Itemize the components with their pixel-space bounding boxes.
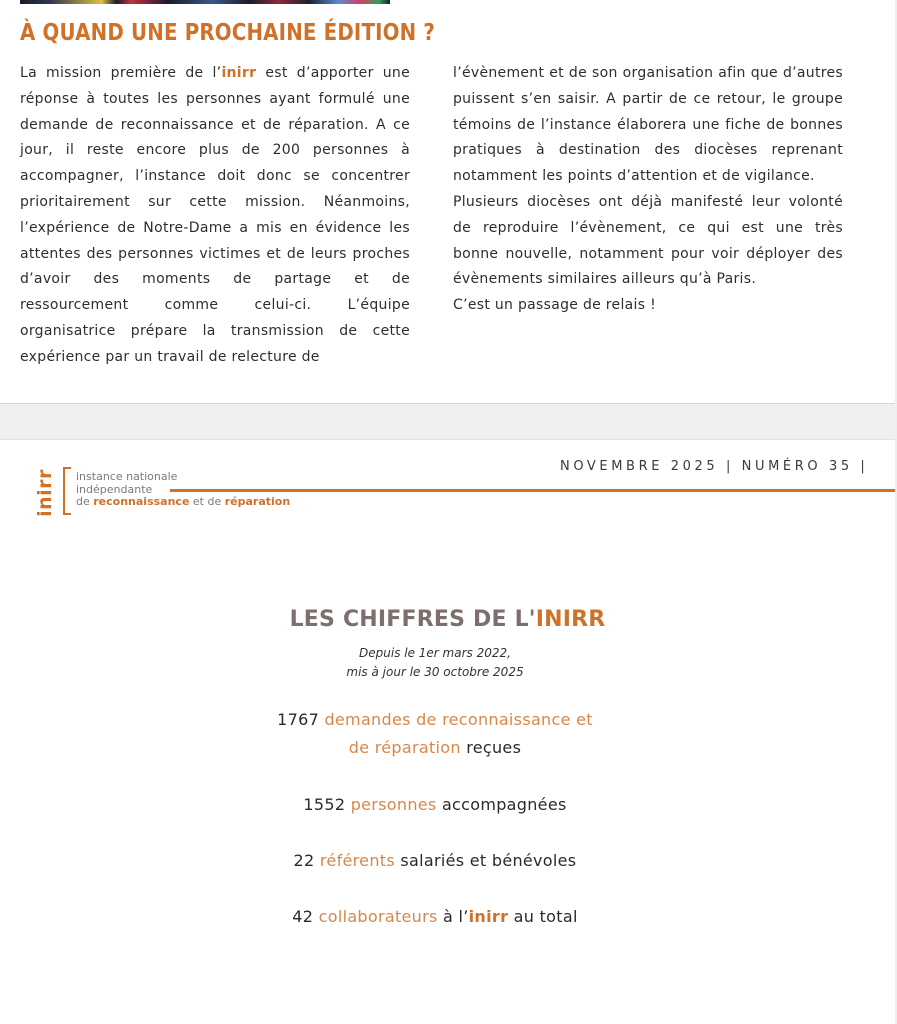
article-paragraph: C’est un passage de relais ! [453, 297, 656, 314]
text-segment: reconnaissance [93, 495, 190, 508]
stat-highlight: personnes [350, 795, 437, 814]
stat-number: 1767 [277, 710, 320, 729]
logo-line: indépendante [76, 482, 153, 496]
stat-highlight: collaborateurs [318, 907, 438, 926]
logo-word-text: inirr [34, 469, 56, 517]
stat-suffix: salariés et bénévoles [400, 851, 577, 870]
stat-item-demandes [0, 706, 870, 762]
brand-name: inirr [468, 907, 509, 926]
issue-info: NOVEMBRE 2025 | NUMÉRO 35 | [560, 459, 869, 474]
article-paragraph: l’évènement et de son organisation afin que d’autres puissent s’en saisir. A partir de ce retour, le groupe témoins de l’instance élaborera une fiche de bonnes pratiques à destination des diocèses reprenant notamment les points d’attention et de vigilance. [453, 65, 843, 185]
article-right-column [453, 61, 843, 319]
article-paragraph [20, 61, 410, 371]
photo-banner-edge [20, 0, 390, 4]
stats-subtitle: Depuis le 1er mars 2022, [359, 646, 511, 660]
newsletter-page [0, 441, 895, 1024]
logo-line: instance nationale [76, 470, 178, 483]
stat-number: 22 [293, 851, 315, 870]
header-rule [170, 489, 895, 492]
inirr-logo [35, 465, 305, 521]
brand-name: INIRR [535, 607, 606, 632]
stat-suffix: reçues [466, 738, 522, 757]
stat-item-collaborateurs [0, 903, 870, 931]
stat-highlight: de réparation [348, 738, 461, 757]
text-segment: La mission première de l’ [20, 65, 222, 81]
stat-line [0, 734, 870, 762]
stat-suffix: au total [513, 907, 578, 926]
stats-subtitle: mis à jour le 30 octobre 2025 [346, 665, 524, 679]
stat-middle: à l’ [443, 907, 469, 926]
stats-title [0, 607, 895, 632]
text-segment: réparation [224, 495, 291, 508]
section-title: À QUAND UNE PROCHAINE ÉDITION ? [20, 20, 436, 46]
stat-suffix: accompagnées [441, 795, 567, 814]
stat-highlight: référents [319, 851, 395, 870]
article-left-column [20, 61, 410, 371]
article-paragraph: Plusieurs diocèses ont déjà manifesté leur volonté de reproduire l’évènement, ce qui est une très bonne nouvelle, notamment pour voir déployer des évènements similaires ailleurs qu’à Paris. [453, 193, 843, 288]
logo-line [76, 496, 290, 509]
brand-name: inirr [221, 65, 257, 81]
text-segment: de [76, 495, 94, 508]
text-segment: LES CHIFFRES DE L' [289, 607, 536, 632]
logo-bracket-icon [63, 467, 71, 515]
logo-wordmark [35, 465, 55, 521]
stat-number: 1552 [303, 795, 346, 814]
stat-item-referents [0, 847, 870, 875]
stat-highlight: demandes de reconnaissance et [324, 710, 593, 729]
stat-item-personnes [0, 791, 870, 819]
page-separator [0, 403, 897, 440]
article-page [0, 0, 897, 404]
text-segment: est d’apporter une réponse à toutes les personnes ayant formulé une demande de reconnaissance et de réparation. A ce jour, il reste encore plus de 200 personnes à accompagner, l’instance doit donc se concentrer prioritairement sur cette mission. Néanmoins, l’expérience de Notre-Dame a mis en évidence les attentes des personnes victimes et de leurs proches d’avoir des moments de partage et de ressourcement comme celui-ci. L’équipe organisatrice prépare la transmission de cette expérience par un travail de relecture de [20, 65, 410, 365]
text-segment: et de [189, 495, 225, 508]
stat-number: 42 [292, 907, 314, 926]
stat-line [0, 706, 870, 734]
